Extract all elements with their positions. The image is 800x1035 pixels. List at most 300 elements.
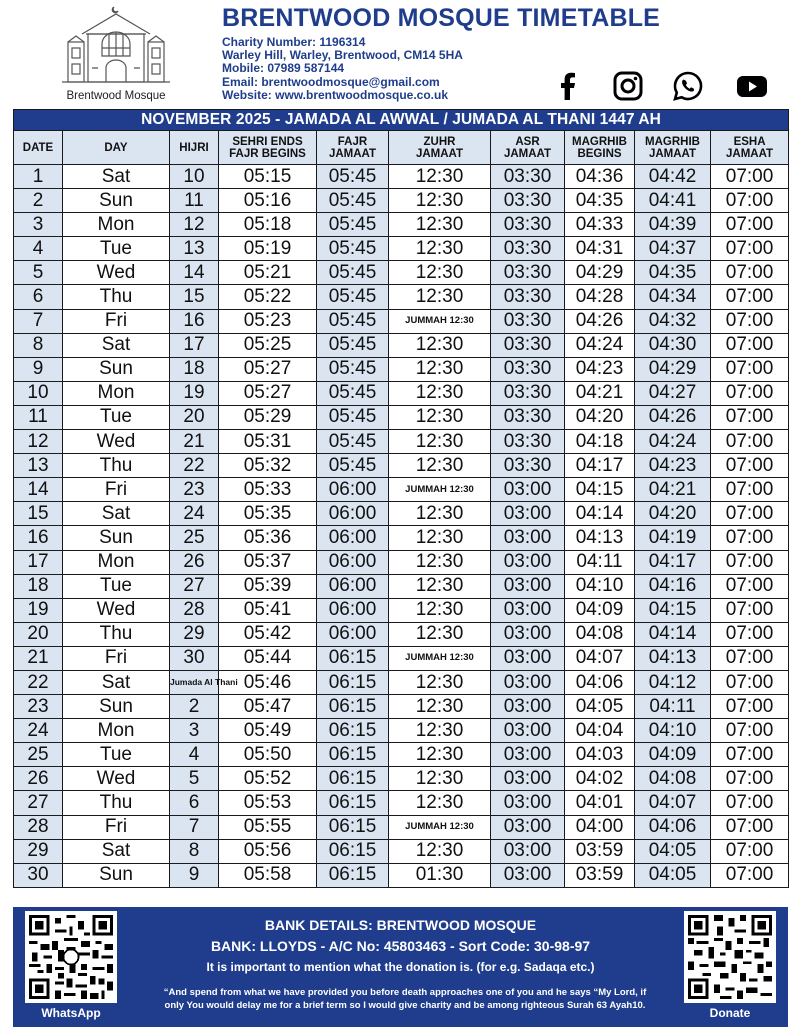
- table-cell: 05:45: [317, 237, 389, 261]
- table-cell: Sun: [63, 695, 170, 719]
- table-cell: 06:15: [317, 719, 389, 743]
- table-cell: 26: [170, 550, 219, 574]
- table-cell: 07:00: [711, 646, 789, 670]
- table-cell: 04:29: [565, 261, 635, 285]
- table-cell: 03:30: [491, 189, 565, 213]
- table-cell: 05:45: [317, 213, 389, 237]
- table-cell: Sat: [63, 502, 170, 526]
- table-cell: 07:00: [711, 526, 789, 550]
- bank-account-details: BANK: LLOYDS - A/C No: 45803463 - Sort Code: 30-98-97: [210, 938, 591, 954]
- table-cell: 12:30: [389, 695, 491, 719]
- table-cell: 07:00: [711, 430, 789, 454]
- table-cell: 05:27: [219, 357, 317, 381]
- table-cell: 13: [170, 237, 219, 261]
- table-cell: 12:30: [389, 237, 491, 261]
- table-cell: 03:00: [491, 574, 565, 598]
- column-header-label: HIJRI: [179, 141, 209, 154]
- table-cell: 04:15: [635, 598, 711, 622]
- column-header-sublabel: JAMAAT: [415, 147, 464, 160]
- column-header: [63, 131, 170, 165]
- column-header: [317, 131, 389, 165]
- whatsapp-icon[interactable]: [672, 70, 704, 102]
- column-header-sublabel: BEGINS: [577, 147, 622, 160]
- table-cell: 05:53: [219, 791, 317, 815]
- table-cell: Sat: [63, 333, 170, 357]
- table-cell: 07:00: [711, 261, 789, 285]
- table-cell: 5: [14, 261, 63, 285]
- website-link[interactable]: Website: www.brentwoodmosque.co.uk: [222, 87, 449, 102]
- table-cell: 07:00: [711, 550, 789, 574]
- table-cell: 07:00: [711, 622, 789, 646]
- email-link[interactable]: Email: brentwoodmosque@gmail.com: [222, 74, 440, 89]
- table-cell: 05:42: [219, 622, 317, 646]
- table-row: [14, 237, 789, 261]
- table-cell: 15: [14, 502, 63, 526]
- table-cell: 28: [170, 598, 219, 622]
- table-cell: 05:45: [317, 405, 389, 429]
- table-cell: 21: [170, 430, 219, 454]
- table-cell: 07:00: [711, 670, 789, 694]
- table-cell: 07:00: [711, 719, 789, 743]
- table-cell: 2: [170, 695, 219, 719]
- bank-title: BANK DETAILS: BRENTWOOD MOSQUE: [264, 917, 537, 933]
- table-cell: 04:08: [635, 767, 711, 791]
- table-cell: 28: [14, 815, 63, 839]
- table-cell: 03:00: [491, 478, 565, 502]
- table-cell: 27: [14, 791, 63, 815]
- table-cell: 07:00: [711, 598, 789, 622]
- column-header: [635, 131, 711, 165]
- table-cell: 12:30: [389, 839, 491, 863]
- table-cell: Thu: [63, 791, 170, 815]
- table-cell: Tue: [63, 574, 170, 598]
- table-cell: 19: [170, 381, 219, 405]
- table-cell: 01:30: [389, 863, 491, 887]
- table-cell: 04:29: [635, 357, 711, 381]
- mosque-logo: [56, 4, 176, 106]
- table-cell: JUMMAH 12:30: [389, 309, 491, 333]
- table-cell: 04:05: [635, 863, 711, 887]
- table-cell: 12:30: [389, 189, 491, 213]
- table-cell: 05:45: [317, 333, 389, 357]
- table-cell: 18: [170, 357, 219, 381]
- table-cell: 06:15: [317, 815, 389, 839]
- table-cell: 05:56: [219, 839, 317, 863]
- column-header: [389, 131, 491, 165]
- table-row: [14, 333, 789, 357]
- table-cell: 04:21: [565, 381, 635, 405]
- table-cell: 04:37: [635, 237, 711, 261]
- table-row: [14, 165, 789, 189]
- contact-details: [222, 36, 463, 102]
- table-cell: Thu: [63, 622, 170, 646]
- table-cell: 4: [170, 743, 219, 767]
- table-cell: Sun: [63, 189, 170, 213]
- table-cell: 26: [14, 767, 63, 791]
- table-cell: 03:30: [491, 285, 565, 309]
- table-cell: 06:15: [317, 863, 389, 887]
- column-header-sublabel: JAMAAT: [648, 147, 697, 160]
- table-cell: 04:14: [565, 502, 635, 526]
- table-cell: 05:19: [219, 237, 317, 261]
- table-row: [14, 454, 789, 478]
- table-cell: 06:00: [317, 550, 389, 574]
- column-header-sublabel: FAJR BEGINS: [229, 147, 306, 160]
- table-cell: 04:08: [565, 622, 635, 646]
- youtube-icon[interactable]: [736, 70, 768, 102]
- table-cell: 05:25: [219, 333, 317, 357]
- table-cell: 20: [170, 405, 219, 429]
- table-cell: 04:04: [565, 719, 635, 743]
- table-cell: Mon: [63, 719, 170, 743]
- table-cell: 05:52: [219, 767, 317, 791]
- table-cell: 04:06: [565, 670, 635, 694]
- table-cell: 07:00: [711, 333, 789, 357]
- table-cell: 06:15: [317, 646, 389, 670]
- table-cell: 05:47: [219, 695, 317, 719]
- table-cell: 20: [14, 622, 63, 646]
- table-cell: 07:00: [711, 863, 789, 887]
- table-cell: 05:31: [219, 430, 317, 454]
- table-cell: 04:05: [565, 695, 635, 719]
- table-row: [14, 719, 789, 743]
- table-cell: 03:00: [491, 791, 565, 815]
- table-cell: 15: [170, 285, 219, 309]
- table-cell: 04:17: [635, 550, 711, 574]
- table-row: [14, 839, 789, 863]
- page-title: BRENTWOOD MOSQUE TIMETABLE: [222, 4, 661, 32]
- table-cell: 07:00: [711, 454, 789, 478]
- table-cell: 03:00: [491, 863, 565, 887]
- table-cell: 05:46: [219, 670, 317, 694]
- table-cell: 9: [14, 357, 63, 381]
- table-cell: 29: [170, 622, 219, 646]
- table-cell: Tue: [63, 405, 170, 429]
- qr-code-icon[interactable]: [684, 911, 776, 1003]
- table-cell: 05:39: [219, 574, 317, 598]
- table-row: [14, 598, 789, 622]
- table-cell: 12:30: [389, 454, 491, 478]
- table-cell: JUMMAH 12:30: [389, 815, 491, 839]
- table-cell: Sat: [63, 165, 170, 189]
- table-cell: 04:13: [635, 646, 711, 670]
- table-cell: 05:23: [219, 309, 317, 333]
- table-cell: 04:09: [565, 598, 635, 622]
- table-cell: 19: [14, 598, 63, 622]
- table-cell: Fri: [63, 478, 170, 502]
- column-header-label: MAGRHIB: [572, 135, 627, 148]
- table-row: [14, 405, 789, 429]
- table-cell: 12:30: [389, 381, 491, 405]
- table-cell: 04:26: [565, 309, 635, 333]
- table-cell: 03:30: [491, 309, 565, 333]
- table-cell: 04:10: [565, 574, 635, 598]
- table-cell: 12:30: [389, 719, 491, 743]
- table-cell: 04:19: [635, 526, 711, 550]
- table-cell: Mon: [63, 381, 170, 405]
- table-cell: 03:00: [491, 670, 565, 694]
- table-cell: 07:00: [711, 189, 789, 213]
- table-cell: 14: [14, 478, 63, 502]
- table-row: [14, 526, 789, 550]
- table-cell: 07:00: [711, 574, 789, 598]
- table-cell: 03:00: [491, 743, 565, 767]
- table-cell: 03:30: [491, 357, 565, 381]
- table-cell: 05:45: [317, 285, 389, 309]
- table-cell: 04:07: [635, 791, 711, 815]
- table-cell: 04:15: [565, 478, 635, 502]
- table-cell: 16: [170, 309, 219, 333]
- table-cell: 04:30: [635, 333, 711, 357]
- table-cell: Thu: [63, 285, 170, 309]
- table-cell: 07:00: [711, 791, 789, 815]
- table-cell: 03:59: [565, 839, 635, 863]
- table-cell: 12:30: [389, 261, 491, 285]
- table-cell: 25: [14, 743, 63, 767]
- table-cell: 07:00: [711, 815, 789, 839]
- table-cell: 07:00: [711, 165, 789, 189]
- table-cell: 05:49: [219, 719, 317, 743]
- table-cell: 04:14: [635, 622, 711, 646]
- table-cell: 04:21: [635, 478, 711, 502]
- table-cell: 3: [14, 213, 63, 237]
- timetable-body: [14, 165, 789, 888]
- whatsapp-label: WhatsApp: [41, 1006, 101, 1020]
- table-cell: 22: [14, 670, 63, 694]
- table-cell: 03:00: [491, 695, 565, 719]
- table-cell: 05:44: [219, 646, 317, 670]
- table-cell: 17: [170, 333, 219, 357]
- table-cell: 24: [170, 502, 219, 526]
- table-cell: 03:30: [491, 381, 565, 405]
- table-cell: 03:00: [491, 622, 565, 646]
- table-cell: 05:27: [219, 381, 317, 405]
- table-cell: 03:00: [491, 502, 565, 526]
- table-cell: 07:00: [711, 743, 789, 767]
- table-cell: 6: [14, 285, 63, 309]
- table-cell: 03:30: [491, 430, 565, 454]
- table-cell: 24: [14, 719, 63, 743]
- table-cell: 04:24: [635, 430, 711, 454]
- table-cell: 05:35: [219, 502, 317, 526]
- table-cell: 03:30: [491, 261, 565, 285]
- table-cell: 07:00: [711, 502, 789, 526]
- table-cell: Wed: [63, 261, 170, 285]
- table-cell: 05:37: [219, 550, 317, 574]
- table-cell: 2: [14, 189, 63, 213]
- table-cell: 06:00: [317, 502, 389, 526]
- table-cell: 04:28: [565, 285, 635, 309]
- table-cell: 8: [170, 839, 219, 863]
- table-cell: 05:45: [317, 381, 389, 405]
- table-cell: 10: [170, 165, 219, 189]
- table-cell: 07:00: [711, 357, 789, 381]
- table-row: [14, 213, 789, 237]
- table-cell: Sun: [63, 357, 170, 381]
- table-cell: 12: [14, 430, 63, 454]
- table-cell: 03:30: [491, 454, 565, 478]
- donate-qr[interactable]: [684, 911, 776, 1023]
- table-row: [14, 261, 789, 285]
- table-cell: 07:00: [711, 767, 789, 791]
- table-cell: 07:00: [711, 478, 789, 502]
- column-header-label: ASR: [515, 135, 540, 148]
- table-cell: 10: [14, 381, 63, 405]
- table-cell: Tue: [63, 743, 170, 767]
- table-cell: 04:23: [635, 454, 711, 478]
- table-cell: 04:03: [565, 743, 635, 767]
- table-row: [14, 381, 789, 405]
- table-cell: 05:33: [219, 478, 317, 502]
- table-cell: 04:16: [635, 574, 711, 598]
- table-cell: 05:50: [219, 743, 317, 767]
- donate-label: Donate: [709, 1006, 751, 1020]
- table-cell: 05:16: [219, 189, 317, 213]
- charity-number: Charity Number: 1196314: [222, 35, 366, 49]
- table-cell: 05:45: [317, 309, 389, 333]
- table-cell: 23: [170, 478, 219, 502]
- table-cell: 06:15: [317, 743, 389, 767]
- table-cell: 12:30: [389, 767, 491, 791]
- table-row: [14, 767, 789, 791]
- facebook-icon[interactable]: [552, 70, 584, 102]
- table-cell: 03:00: [491, 767, 565, 791]
- table-cell: Sat: [63, 670, 170, 694]
- table-row: [14, 309, 789, 333]
- table-row: [14, 574, 789, 598]
- column-header: [219, 131, 317, 165]
- table-cell: JUMMAH 12:30: [389, 646, 491, 670]
- column-header-label: DATE: [22, 141, 54, 154]
- logo-caption: Brentwood Mosque: [66, 90, 166, 102]
- table-cell: 04:31: [565, 237, 635, 261]
- table-cell: Thu: [63, 454, 170, 478]
- table-cell: 12:30: [389, 165, 491, 189]
- table-cell: 3: [170, 719, 219, 743]
- table-cell: 12:30: [389, 526, 491, 550]
- table-cell: 04:07: [565, 646, 635, 670]
- table-cell: Mon: [63, 550, 170, 574]
- table-cell: 05:45: [317, 261, 389, 285]
- column-header-sublabel: JAMAAT: [328, 147, 377, 160]
- table-cell: 05:32: [219, 454, 317, 478]
- table-cell: 05:45: [317, 430, 389, 454]
- table-row: [14, 863, 789, 887]
- table-cell: 05:22: [219, 285, 317, 309]
- table-cell: 06:00: [317, 478, 389, 502]
- table-cell: 07:00: [711, 405, 789, 429]
- column-header: [565, 131, 635, 165]
- table-row: [14, 670, 789, 694]
- table-cell: 6: [170, 791, 219, 815]
- table-cell: 11: [14, 405, 63, 429]
- table-cell: Fri: [63, 646, 170, 670]
- table-cell: 4: [14, 237, 63, 261]
- table-cell: 03:00: [491, 839, 565, 863]
- table-cell: 03:00: [491, 526, 565, 550]
- column-header: [491, 131, 565, 165]
- table-cell: 14: [170, 261, 219, 285]
- table-cell: Mon: [63, 213, 170, 237]
- table-cell: 03:00: [491, 719, 565, 743]
- table-cell: 04:26: [635, 405, 711, 429]
- table-cell: 11: [170, 189, 219, 213]
- table-cell: 06:15: [317, 767, 389, 791]
- table-row: [14, 357, 789, 381]
- table-cell: 05:41: [219, 598, 317, 622]
- table-cell: 04:02: [565, 767, 635, 791]
- donation-note: It is important to mention what the donation is. (for e.g. Sadaqa etc.): [206, 960, 595, 974]
- mosque-building-icon: [62, 4, 170, 90]
- table-cell: 04:09: [635, 743, 711, 767]
- table-cell: 04:20: [635, 502, 711, 526]
- table-cell: 05:45: [317, 189, 389, 213]
- table-row: [14, 695, 789, 719]
- table-cell: 07:00: [711, 381, 789, 405]
- table-cell: 06:15: [317, 695, 389, 719]
- table-row: [14, 189, 789, 213]
- table-cell: 03:30: [491, 165, 565, 189]
- table-cell: Wed: [63, 767, 170, 791]
- table-cell: 06:00: [317, 598, 389, 622]
- table-cell: 03:30: [491, 333, 565, 357]
- table-cell: 25: [170, 526, 219, 550]
- table-row: [14, 550, 789, 574]
- table-cell: 8: [14, 333, 63, 357]
- mobile: Mobile: 07989 587144: [222, 61, 345, 76]
- table-cell: 04:42: [635, 165, 711, 189]
- table-cell: 5: [170, 767, 219, 791]
- column-header-label: DAY: [104, 141, 128, 154]
- table-cell: 12:30: [389, 622, 491, 646]
- table-cell: 13: [14, 454, 63, 478]
- table-cell: 04:01: [565, 791, 635, 815]
- table-cell: 03:30: [491, 237, 565, 261]
- table-cell: 03:00: [491, 815, 565, 839]
- table-cell: 07:00: [711, 285, 789, 309]
- table-cell: 22: [170, 454, 219, 478]
- column-header-sublabel: JAMAAT: [503, 147, 552, 160]
- table-cell: 05:45: [317, 454, 389, 478]
- table-cell: 06:00: [317, 526, 389, 550]
- table-cell: 04:34: [635, 285, 711, 309]
- table-cell: 18: [14, 574, 63, 598]
- table-cell: 04:24: [565, 333, 635, 357]
- table-cell: 17: [14, 550, 63, 574]
- table-cell: 9: [170, 863, 219, 887]
- table-cell: 04:23: [565, 357, 635, 381]
- table-cell: 12: [170, 213, 219, 237]
- table-cell: 05:36: [219, 526, 317, 550]
- table-cell: 05:15: [219, 165, 317, 189]
- table-cell: Jumada Al Thani: [170, 670, 219, 694]
- social-links: [548, 70, 776, 104]
- table-row: [14, 622, 789, 646]
- table-cell: 12:30: [389, 333, 491, 357]
- table-cell: 21: [14, 646, 63, 670]
- table-cell: 07:00: [711, 309, 789, 333]
- table-row: [14, 502, 789, 526]
- quran-quote: “And spend from what we have provided you before death approaches one of you and he says “My Lord, if only You would delay me for a brief term so I would give charity and be among righteous Surah 63 Ayah10.: [163, 987, 647, 1011]
- column-header: [170, 131, 219, 165]
- column-header-sublabel: JAMAAT: [726, 147, 774, 160]
- table-row: [14, 791, 789, 815]
- table-cell: 04:35: [565, 189, 635, 213]
- table-cell: 7: [14, 309, 63, 333]
- instagram-icon[interactable]: [612, 70, 644, 102]
- table-cell: 04:11: [635, 695, 711, 719]
- table-cell: 30: [14, 863, 63, 887]
